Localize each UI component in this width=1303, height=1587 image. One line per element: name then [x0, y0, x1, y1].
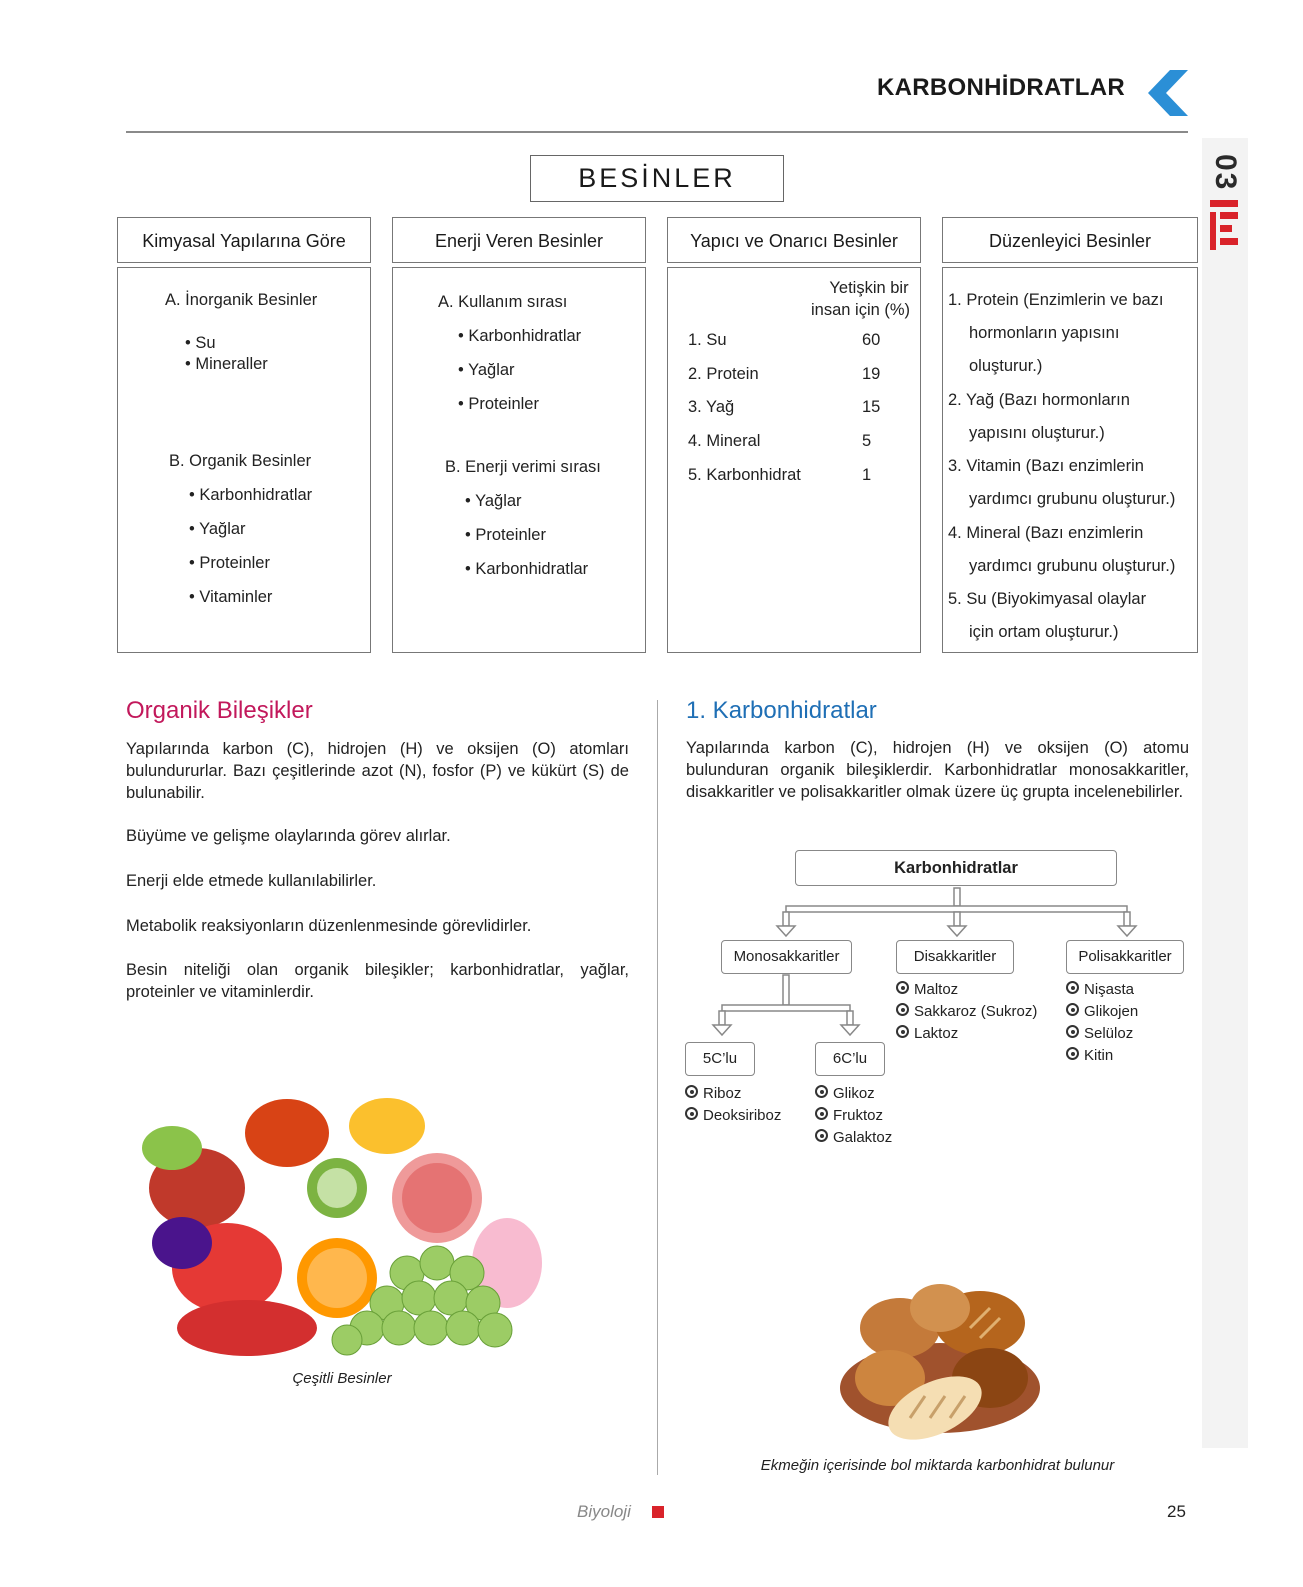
table-row-name: 5. Karbonhidrat [688, 466, 801, 484]
diagram-node-monosakkaritler: Monosakkaritler [721, 940, 852, 974]
paragraph: Besin niteliği olan organik bileşikler; karbonhidratlar, yağlar, proteinler ve vitaminlerdir. [126, 961, 629, 1001]
target-bullet-icon [685, 1107, 698, 1120]
diagram-node-6c: 6C’lu [815, 1042, 885, 1076]
target-bullet-icon [815, 1107, 828, 1120]
list-item: Galaktoz [815, 1129, 892, 1146]
list-item: Nişasta [1066, 981, 1134, 998]
paragraph: Enerji elde etmede kullanılabilirler. [126, 872, 377, 890]
chapter-number: 03 [1209, 154, 1242, 192]
footer-square-icon [652, 1506, 664, 1518]
list-item: yapısını oluşturur.) [969, 424, 1105, 442]
page-header-title: KARBONHİDRATLAR [876, 74, 1125, 101]
list-item: • Proteinler [189, 554, 270, 572]
list-item: Fruktoz [815, 1107, 883, 1124]
table-row-name: 3. Yağ [688, 398, 735, 416]
figure-caption: Ekmeğin içerisinde bol miktarda karbonhidrat bulunur [760, 1457, 1115, 1474]
column-head-enerji: Enerji Veren Besinler [392, 217, 646, 263]
list-item: • Vitaminler [189, 588, 273, 606]
table-row-name: 4. Mineral [688, 432, 761, 450]
list-item: • Karbonhidratlar [465, 560, 589, 578]
list-item: • Su [185, 334, 216, 352]
table-row-value: 1 [862, 466, 872, 484]
list-item: • Yağlar [465, 492, 522, 510]
target-bullet-icon [1066, 1047, 1079, 1060]
column-body-yapici [667, 267, 921, 653]
chevron-left-icon [1148, 70, 1190, 116]
paragraph: Yapılarında karbon (C), hidrojen (H) ve oksijen (O) atomu bulunduran organik bileşiklerdir. Karbonhidratlar monosakkaritler, disakkaritler ve polisakkaritler olmak üzere üç grupta incelenebilirler. [686, 739, 1189, 801]
yield-heading: B. Enerji verimi sırası [445, 458, 601, 476]
list-item: • Mineraller [185, 355, 268, 373]
besinler-title: BESİNLER [530, 155, 784, 202]
list-item: Sakkaroz (Sukroz) [896, 1003, 1037, 1020]
table-header-line1: Yetişkin bir [829, 279, 909, 297]
list-item: Glikoz [815, 1085, 875, 1102]
diagram-root-node: Karbonhidratlar [795, 850, 1117, 886]
list-item: 1. Protein (Enzimlerin ve bazı [948, 291, 1164, 309]
list-item: 2. Yağ (Bazı hormonların [948, 391, 1130, 409]
diagram-node-polisakkaritler: Polisakkaritler [1066, 940, 1184, 974]
table-row-name: 1. Su [688, 331, 727, 349]
list-item: Maltoz [896, 981, 958, 998]
footer-subject: Biyoloji [577, 1502, 631, 1521]
table-row-value: 60 [862, 331, 881, 349]
list-item: • Yağlar [458, 361, 515, 379]
list-item: 4. Mineral (Bazı enzimlerin [948, 524, 1144, 542]
target-bullet-icon [1066, 1003, 1079, 1016]
table-row-name: 2. Protein [688, 365, 759, 383]
section-title-karbonhidratlar: 1. Karbonhidratlar [686, 697, 877, 724]
paragraph: Yapılarında karbon (C), hidrojen (H) ve oksijen (O) atomları bulundururlar. Bazı çeşitlerinde azot (N), fosfor (P) ve kükürt (S) de bulunabilir. [126, 740, 629, 802]
list-item: Deoksiriboz [685, 1107, 781, 1124]
list-item: • Yağlar [189, 520, 246, 538]
column-head-yapici: Yapıcı ve Onarıcı Besinler [667, 217, 921, 263]
list-item: 5. Su (Biyokimyasal olaylar [948, 590, 1147, 608]
side-tab-strip [1202, 138, 1248, 1448]
publisher-logo [1210, 200, 1240, 250]
list-item: • Karbonhidratlar [189, 486, 313, 504]
usage-heading: A. Kullanım sırası [438, 293, 568, 311]
diagram-node-5c: 5C’lu [685, 1042, 755, 1076]
header-divider [126, 131, 1188, 133]
column-head-kimyasal: Kimyasal Yapılarına Göre [117, 217, 371, 263]
target-bullet-icon [685, 1085, 698, 1098]
list-item: için ortam oluşturur.) [969, 623, 1119, 641]
inorganic-heading: A. İnorganik Besinler [165, 291, 318, 309]
table-row-value: 15 [862, 398, 881, 416]
list-item: • Proteinler [458, 395, 539, 413]
target-bullet-icon [896, 981, 909, 994]
column-divider [657, 700, 658, 1475]
fruits-illustration [137, 1078, 547, 1358]
list-item: Riboz [685, 1085, 741, 1102]
target-bullet-icon [896, 1003, 909, 1016]
list-item: Selüloz [1066, 1025, 1133, 1042]
list-item: Glikojen [1066, 1003, 1138, 1020]
list-item: yardımcı grubunu oluşturur.) [969, 490, 1176, 508]
target-bullet-icon [896, 1025, 909, 1038]
list-item: • Proteinler [465, 526, 546, 544]
target-bullet-icon [1066, 1025, 1079, 1038]
paragraph: Metabolik reaksiyonların düzenlenmesinde görevlidirler. [126, 917, 532, 935]
list-item: Kitin [1066, 1047, 1113, 1064]
list-item: Laktoz [896, 1025, 958, 1042]
column-body-kimyasal [117, 267, 371, 653]
table-header-line2: insan için (%) [811, 301, 911, 319]
page-number: 25 [1167, 1502, 1186, 1521]
diagram-node-disakkaritler: Disakkaritler [896, 940, 1014, 974]
section-title-organic: Organik Bileşikler [126, 697, 313, 724]
list-item: yardımcı grubunu oluşturur.) [969, 557, 1176, 575]
target-bullet-icon [815, 1085, 828, 1098]
target-bullet-icon [815, 1129, 828, 1142]
list-item: oluşturur.) [969, 357, 1043, 375]
column-body-duzenleyici [942, 267, 1198, 653]
list-item: • Karbonhidratlar [458, 327, 582, 345]
column-head-duzenleyici: Düzenleyici Besinler [942, 217, 1198, 263]
table-row-value: 19 [862, 365, 881, 383]
list-item: hormonların yapısını [969, 324, 1120, 342]
bread-illustration [830, 1268, 1050, 1448]
target-bullet-icon [1066, 981, 1079, 994]
list-item: 3. Vitamin (Bazı enzimlerin [948, 457, 1144, 475]
paragraph: Büyüme ve gelişme olaylarında görev alırlar. [126, 827, 451, 845]
column-body-enerji [392, 267, 646, 653]
organic-heading: B. Organik Besinler [169, 452, 312, 470]
figure-caption: Çeşitli Besinler [292, 1370, 392, 1387]
table-row-value: 5 [862, 432, 872, 450]
